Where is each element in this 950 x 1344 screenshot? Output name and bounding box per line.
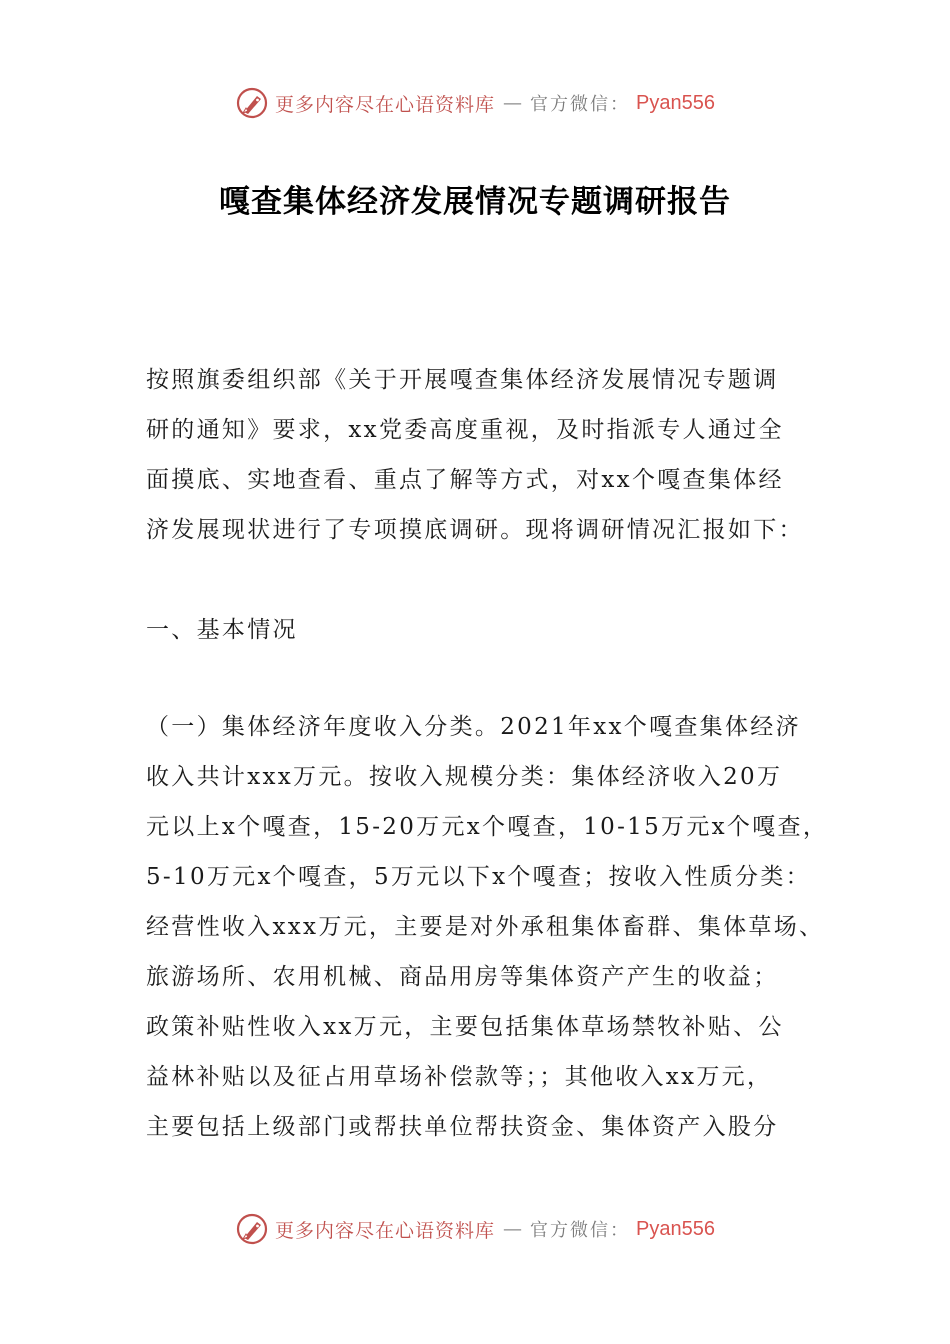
- footer-watermark: [0, 1209, 950, 1249]
- paragraph-line: 旅游场所、农用机械、商品用房等集体资产产生的收益；: [146, 964, 779, 990]
- paragraph-line: 益林补贴以及征占用草场补偿款等；；其他收入xx万元，: [146, 1064, 773, 1090]
- watermark-wechat-label: 官方微信：: [530, 94, 631, 115]
- watermark-wechat-id: Pyan556: [636, 91, 715, 114]
- watermark-site-text: 更多内容尽在心语资料库: [275, 1219, 496, 1242]
- header-watermark: [0, 83, 950, 123]
- paragraph-line: 政策补贴性收入xx万元，主要包括集体草场禁牧补贴、公: [146, 1014, 784, 1040]
- intro-paragraph: [146, 355, 810, 555]
- document-title: 嘎查集体经济发展情况专题调研报告: [219, 184, 731, 220]
- watermark-separator: —: [503, 92, 523, 114]
- income-classification-paragraph: [146, 702, 829, 1152]
- paragraph-line: 元以上x个嘎查，15-20万元x个嘎查，10-15万元x个嘎查，: [146, 814, 829, 840]
- paragraph-line: 面摸底、实地查看、重点了解等方式，对xx个嘎查集体经: [146, 467, 784, 493]
- watermark-site-text: 更多内容尽在心语资料库: [275, 93, 496, 116]
- paragraph-line: 收入共计xxx万元。按收入规模分类：集体经济收入20万: [146, 764, 783, 790]
- paragraph-line: 研的通知》要求，xx党委高度重视，及时指派专人通过全: [146, 417, 784, 443]
- watermark-wechat-id: Pyan556: [636, 1217, 715, 1240]
- paragraph-line: 按照旗委组织部《关于开展嘎查集体经济发展情况专题调: [146, 367, 779, 393]
- pen-nib-logo-icon: [235, 1212, 269, 1246]
- paragraph-line: 济发展现状进行了专项摸底调研。现将调研情况汇报如下：: [146, 517, 804, 543]
- watermark-wechat-label: 官方微信：: [530, 1220, 631, 1241]
- paragraph-line: 经营性收入xxx万元，主要是对外承租集体畜群、集体草场、: [146, 914, 825, 940]
- paragraph-line: 主要包括上级部门或帮扶单位帮扶资金、集体资产入股分: [146, 1114, 779, 1140]
- section-heading: [146, 605, 810, 655]
- watermark-separator: —: [503, 1218, 523, 1240]
- paragraph-line: 5-10万元x个嘎查，5万元以下x个嘎查；按收入性质分类：: [146, 864, 811, 890]
- paragraph-line: （一）集体经济年度收入分类。2021年xx个嘎查集体经济: [146, 714, 801, 740]
- pen-nib-logo-icon: [235, 86, 269, 120]
- section-heading-text: 一、基本情况: [146, 617, 298, 643]
